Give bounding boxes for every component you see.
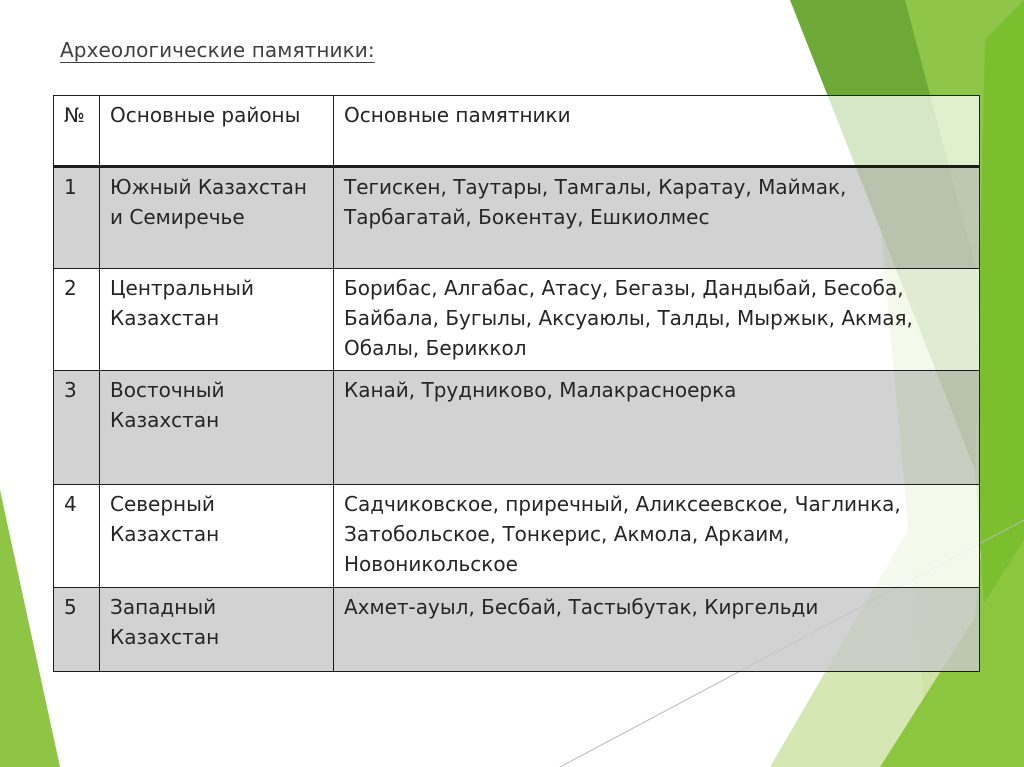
- row-num: 5: [54, 588, 100, 672]
- table-row: [54, 269, 980, 371]
- row-sites: Садчиковское, приречный, Аликсеевское, Чаглинка, Затобольское, Тонкерис, Акмола, Аркаим, Новоникольское: [334, 485, 980, 588]
- row-sites: Канай, Трудниково, Малакрасноерка: [334, 371, 980, 485]
- table-header-row: [54, 96, 980, 167]
- row-region: Южный Казахстан и Семиречье: [100, 167, 334, 269]
- row-num: 3: [54, 371, 100, 485]
- slide-title: Археологические памятники:: [60, 38, 375, 62]
- row-region: Северный Казахстан: [100, 485, 334, 588]
- row-num: 2: [54, 269, 100, 371]
- table-row: [54, 485, 980, 588]
- header-region: Основные районы: [100, 96, 334, 167]
- row-sites: Борибас, Алгабас, Атасу, Бегазы, Дандыбай, Бесоба, Байбала, Бугылы, Аксуаюлы, Талды, Мыржык, Акмая, Обалы, Бериккол: [334, 269, 980, 371]
- monuments-table: [53, 95, 980, 672]
- row-sites: Ахмет-ауыл, Бесбай, Тастыбутак, Киргельди: [334, 588, 980, 672]
- row-region: Центральный Казахстан: [100, 269, 334, 371]
- row-sites: Тегискен, Таутары, Тамгалы, Каратау, Маймак, Тарбагатай, Бокентау, Ешкиолмес: [334, 167, 980, 269]
- header-num: №: [54, 96, 100, 167]
- table-row: [54, 588, 980, 672]
- row-num: 4: [54, 485, 100, 588]
- row-region: Западный Казахстан: [100, 588, 334, 672]
- row-region: Восточный Казахстан: [100, 371, 334, 485]
- left-green-shape: [0, 490, 60, 767]
- table-row: [54, 371, 980, 485]
- header-sites: Основные памятники: [334, 96, 980, 167]
- table-row: [54, 167, 980, 269]
- row-num: 1: [54, 167, 100, 269]
